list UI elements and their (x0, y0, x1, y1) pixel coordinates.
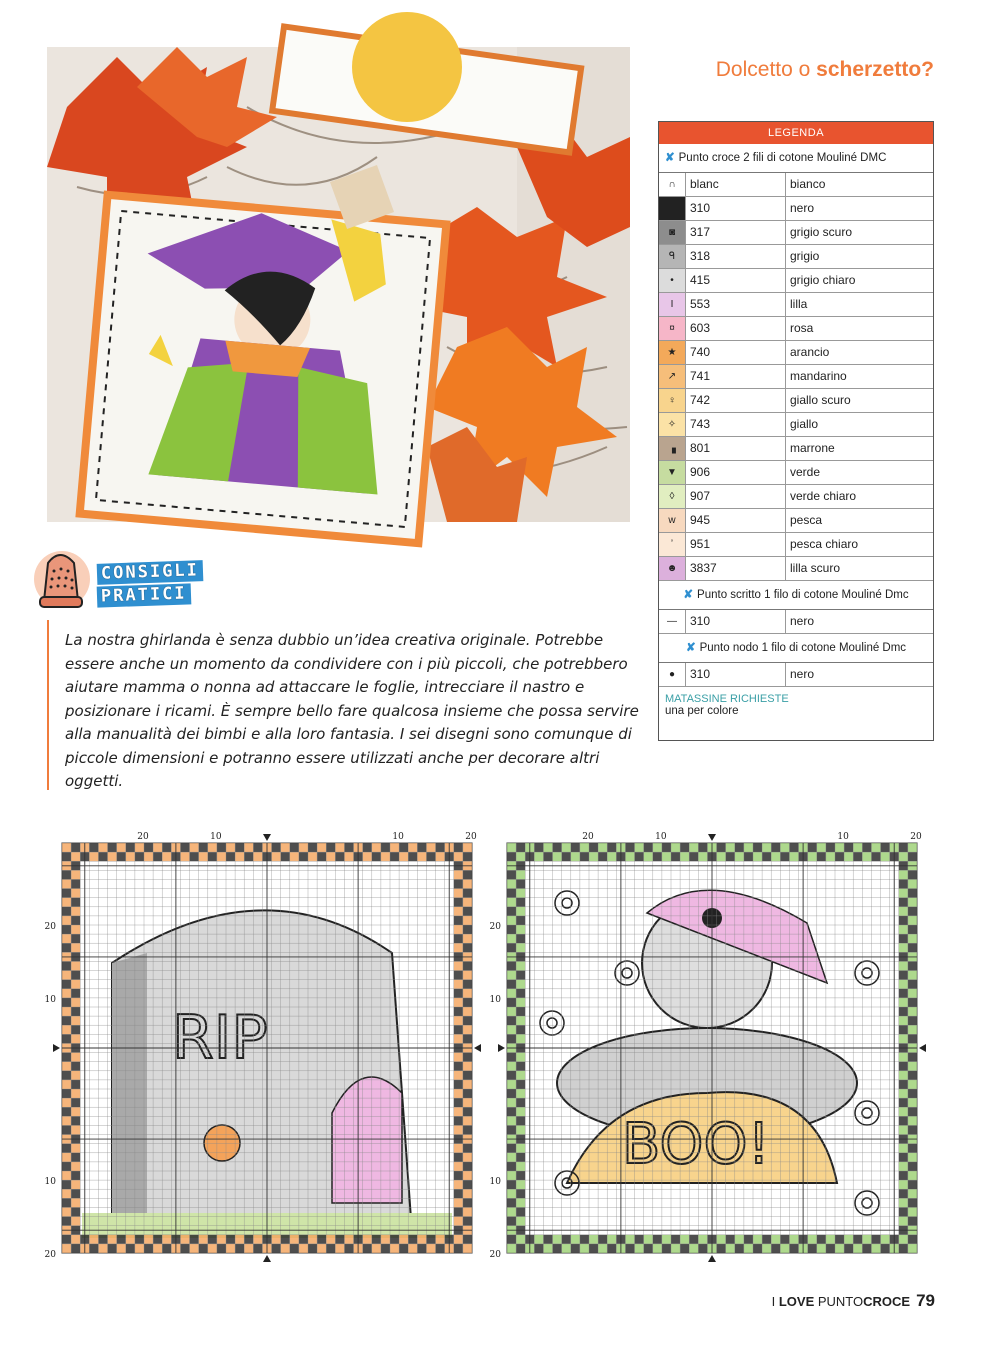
legend-title: LEGENDA (659, 122, 933, 144)
legend-color-name: lilla scuro (790, 561, 841, 575)
legend-symbol: ◊ (659, 485, 686, 508)
tips-text: La nostra ghirlanda è senza dubbio un’idea creativa originale. Potrebbe essere anche un momento da condividere con i più piccoli, che potrebbero aiutare mamma o nonna ad attaccare le foglie, intrecciare il nastro e posizionare i ricami. È sempre bello fare qualcosa insieme che possa servire alla manualità dei bimbi e alla loro fantasia. I sei disegni sono comunque di piccole dimensioni e potranno essere utilizzati anche per decorare altri oggetti. (65, 631, 639, 790)
legend-code: 907 (686, 485, 786, 508)
axis-label-left: 20 (489, 1250, 501, 1260)
legend-symbol: — (659, 610, 686, 633)
axis-label-left: 10 (44, 994, 56, 1005)
axis-label-left: 10 (44, 1177, 56, 1188)
legend-color-name: grigio scuro (790, 225, 853, 239)
legend-rows (659, 173, 933, 581)
legend-code: 310 (686, 610, 786, 633)
legend-symbol: ■ (659, 197, 686, 220)
legend-color-name: pesca (790, 513, 823, 527)
legend-row (659, 557, 933, 581)
legend-table (658, 121, 934, 741)
axis-label-top: 10 (655, 832, 667, 842)
legend-code: 317 (686, 221, 786, 244)
legend-row (659, 389, 933, 413)
skeins-heading: MATASSINE RICHIESTE (665, 693, 789, 705)
brand-love: LOVE (778, 1294, 818, 1309)
title-plain: Dolcetto o (715, 58, 817, 81)
axis-label-top: 10 (210, 832, 222, 842)
legend-code: 951 (686, 533, 786, 556)
title-strong: scherzetto? (816, 58, 934, 81)
page-number: 79 (916, 1291, 935, 1310)
legend-code: 741 (686, 365, 786, 388)
legend-row (659, 317, 933, 341)
wreath-photo-illustration (47, 47, 630, 522)
axis-label-top: 20 (910, 832, 922, 842)
brand-croce: CROCE (863, 1294, 911, 1309)
legend-section-knot (659, 634, 933, 663)
tombstone-chart (44, 828, 484, 1268)
legend-color-name: lilla (790, 297, 808, 311)
legend-color-name: verde chiaro (790, 489, 857, 503)
legend-symbol: ● (659, 663, 686, 686)
legend-color-name: rosa (790, 321, 814, 335)
legend-code: 553 (686, 293, 786, 316)
legend-row (659, 533, 933, 557)
skeins-text: una per colore (665, 705, 739, 717)
legend-row (659, 221, 933, 245)
legend-code: 740 (686, 341, 786, 364)
axis-label-top: 20 (137, 832, 149, 842)
legend-color-name: marrone (790, 441, 835, 455)
axis-label-left: 20 (44, 1250, 56, 1260)
axis-label-left: 20 (489, 922, 501, 932)
legend-code: 945 (686, 509, 786, 532)
legend-footer (659, 687, 933, 723)
tips-badge (97, 562, 203, 606)
legend-back-rows (659, 610, 933, 634)
axis-label-top: 10 (837, 832, 849, 842)
axis-label-left: 10 (489, 994, 501, 1005)
legend-code: 743 (686, 413, 786, 436)
legend-code: 310 (686, 197, 786, 220)
legend-color-name: grigio (790, 249, 820, 263)
legend-section-back (659, 581, 933, 610)
legend-symbol: ☻ (659, 557, 686, 580)
axis-label-top: 20 (465, 832, 477, 842)
brand-punto: PUNTO (817, 1294, 864, 1309)
legend-row (659, 413, 933, 437)
axis-label-left: 10 (489, 1177, 501, 1188)
axis-label-left: 20 (44, 922, 56, 932)
thimble-icon (28, 541, 92, 617)
legend-color-name: giallo scuro (790, 393, 851, 407)
legend-section-cross (659, 144, 933, 173)
legend-symbol: ʼ (659, 533, 686, 556)
legend-row (659, 341, 933, 365)
legend-symbol: ↗ (659, 365, 686, 388)
legend-color-name: nero (790, 667, 815, 681)
legend-row (659, 437, 933, 461)
page-title (640, 58, 934, 82)
tips-badge-line1: CONSIGLI (97, 560, 204, 585)
legend-code: 415 (686, 269, 786, 292)
photo-witch-ornament (47, 47, 630, 522)
legend-color-name: mandarino (790, 369, 847, 383)
legend-row (659, 485, 933, 509)
cross-icon: ✘ (685, 642, 696, 654)
legend-row (659, 663, 933, 687)
legend-knot-rows (659, 663, 933, 687)
legend-color-name: bianco (790, 177, 826, 191)
legend-row (659, 173, 933, 197)
legend-code: 310 (686, 663, 786, 686)
legend-code: blanc (686, 173, 786, 196)
legend-symbol: w (659, 509, 686, 532)
legend-symbol: ∩ (659, 173, 686, 196)
page-footer (772, 1291, 935, 1311)
legend-color-name: pesca chiaro (790, 537, 859, 551)
legend-symbol: ᑫ (659, 245, 686, 268)
section-cross-label: Punto croce 2 fili di cotone Mouliné DMC (678, 152, 887, 164)
cross-icon: ✘ (683, 589, 694, 601)
legend-symbol: ✧ (659, 413, 686, 436)
section-knot-label: Punto nodo 1 filo di cotone Mouliné Dmc (699, 642, 907, 654)
legend-row (659, 509, 933, 533)
legend-color-name: arancio (790, 345, 830, 359)
tips-badge-line2: PRATICI (97, 583, 191, 607)
legend-symbol: ★ (659, 341, 686, 364)
legend-code: 801 (686, 437, 786, 460)
legend-color-name: grigio chiaro (790, 273, 856, 287)
cross-icon: ✘ (665, 152, 675, 164)
legend-row (659, 245, 933, 269)
legend-symbol: ▗ (659, 437, 686, 460)
brand-i: I (771, 1294, 779, 1309)
legend-row (659, 293, 933, 317)
legend-color-name: nero (790, 201, 815, 215)
legend-row (659, 365, 933, 389)
legend-color-name: verde (790, 465, 821, 479)
legend-code: 3837 (686, 557, 786, 580)
boo-text: BOO! (622, 1112, 771, 1177)
legend-symbol: ▼ (659, 461, 686, 484)
legend-color-name: nero (790, 614, 815, 628)
legend-code: 318 (686, 245, 786, 268)
section-back-label: Punto scritto 1 filo di cotone Mouliné Dmc (697, 589, 909, 601)
legend-code: 906 (686, 461, 786, 484)
legend-symbol: I (659, 293, 686, 316)
axis-label-top: 20 (582, 832, 594, 842)
legend-row (659, 197, 933, 221)
axis-label-top: 10 (392, 832, 404, 842)
legend-symbol: ♀ (659, 389, 686, 412)
legend-symbol: ¤ (659, 317, 686, 340)
legend-row (659, 269, 933, 293)
legend-row (659, 610, 933, 634)
rip-text: RIP (172, 1003, 268, 1073)
tips-divider (47, 620, 49, 790)
legend-row (659, 461, 933, 485)
ghost-chart (489, 828, 929, 1268)
legend-symbol: • (659, 269, 686, 292)
legend-code: 603 (686, 317, 786, 340)
legend-symbol: ◙ (659, 221, 686, 244)
legend-color-name: giallo (790, 417, 819, 431)
legend-code: 742 (686, 389, 786, 412)
